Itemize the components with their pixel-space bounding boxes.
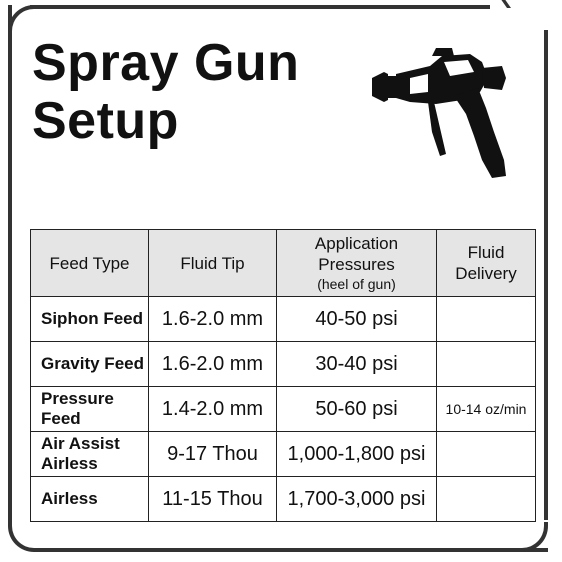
feed-type-cell: Gravity Feed (31, 342, 149, 387)
spray-gun-icon (370, 48, 520, 180)
fluid-tip-cell: 1.6-2.0 mm (149, 342, 277, 387)
feed-type-cell: Siphon Feed (31, 297, 149, 342)
fluid-tip-cell: 9-17 Thou (149, 432, 277, 477)
fluid-tip-cell: 1.4-2.0 mm (149, 387, 277, 432)
header-feed-type: Feed Type (31, 230, 149, 297)
card-top-border (30, 5, 490, 9)
header-pressures-sub: (heel of gun) (317, 276, 396, 292)
pressure-cell: 1,700-3,000 psi (277, 477, 437, 522)
header-application-pressures (277, 230, 437, 297)
delivery-cell (437, 297, 536, 342)
card-right-border (544, 30, 548, 520)
table-row (31, 387, 536, 432)
feed-type-cell: Air Assist Airless (31, 432, 149, 477)
table-header-row (31, 230, 536, 297)
header-fluid-delivery: Fluid Delivery (437, 230, 536, 297)
spray-gun-setup-table (30, 229, 536, 522)
delivery-cell (437, 477, 536, 522)
table-row (31, 342, 536, 387)
delivery-cell (437, 432, 536, 477)
header-pressures-label: Application Pressures (314, 234, 399, 274)
pressure-cell: 50-60 psi (277, 387, 437, 432)
feed-type-cell: Pressure Feed (31, 387, 149, 432)
pressure-cell: 30-40 psi (277, 342, 437, 387)
pressure-cell: 40-50 psi (277, 297, 437, 342)
pressure-cell: 1,000-1,800 psi (277, 432, 437, 477)
table-row (31, 297, 536, 342)
table-row (31, 477, 536, 522)
delivery-cell: 10-14 oz/min (437, 387, 536, 432)
page-title: Spray Gun Setup (32, 34, 300, 150)
fluid-tip-cell: 1.6-2.0 mm (149, 297, 277, 342)
delivery-cell (437, 342, 536, 387)
table-row (31, 432, 536, 477)
fluid-tip-cell: 11-15 Thou (149, 477, 277, 522)
feed-type-cell: Airless (31, 477, 149, 522)
header-fluid-tip: Fluid Tip (149, 230, 277, 297)
